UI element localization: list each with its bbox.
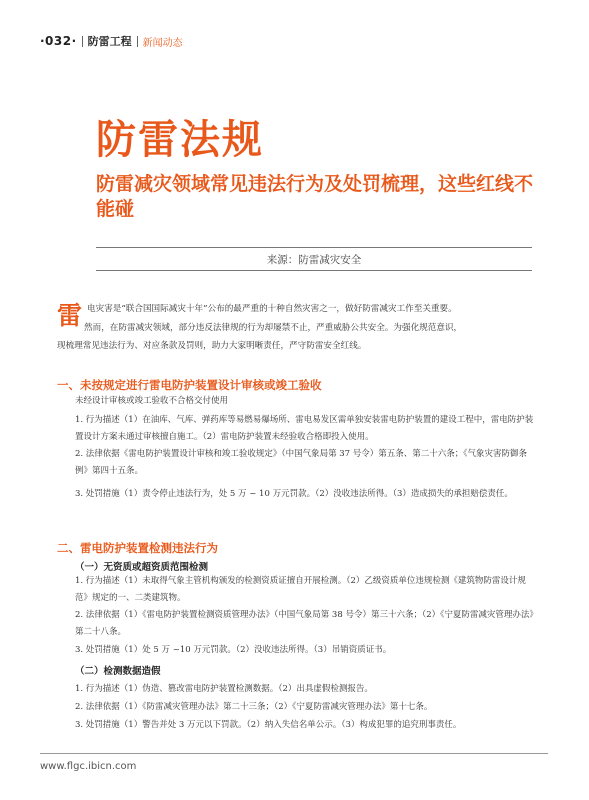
subsection2-paragraph-3: 3. 处罚措施（1）警告并处 3 万元以下罚款。（2）纳入失信名单公示。（3）构成犯罪的追究刑事责任。 (75, 720, 462, 730)
subsection2-paragraph-2: 2. 法律依据（1）《防雷减灾管理办法》第二十三条；（2）《宁夏防雷减灾管理办法》第十七条。 (75, 702, 433, 712)
intro-line-1: 电灾害是“联合国国际减灾十年”公布的最严重的十种自然灾害之一，做好防雷减灾工作至关重要。 (87, 304, 457, 314)
section1-paragraph-1: 1. 行为描述（1）在油库、气库、弹药库等易燃易爆场所、雷电易发区需单独安装雷电防护装置的建设工程中，雷电防护装置设计方案未通过审核擅自施工。（2）雷电防护装置未经验收合格即投入使用。 (75, 415, 534, 442)
header-divider-2 (137, 36, 138, 47)
article-source: 来源：防雷减灾安全 (266, 254, 362, 266)
running-header (40, 33, 183, 49)
divider-bottom (96, 270, 532, 271)
intro-line-2: 然而，在防雷减灾领域，部分违反法律规的行为却屡禁不止，严重威胁公共安全。为强化规范意识， (84, 323, 463, 333)
subsection-heading-1: （一）无资质或超资质范围检测 (75, 562, 209, 573)
article-subtitle: 防雷减灾领域常见违法行为及处罚梳理，这些红线不能碰 (96, 173, 534, 220)
intro-line-3: 现梳理常见违法行为、对应条款及罚则，助力大家明晰责任，严守防雷安全红线。 (57, 341, 367, 351)
article-title: 防雷法规 (96, 117, 264, 163)
section-heading-2: 二、雷电防护装置检测违法行为 (57, 541, 218, 555)
subsection1-paragraph-1: 1. 行为描述（1）未取得气象主管机构颁发的检测资质证擅自开展检测。（2）乙级资质单位违规检测《建筑物防雷设计规范》规定的一、二类建筑物。 (75, 576, 526, 603)
subsection-heading-2: （二）检测数据造假 (75, 666, 161, 677)
header-subsection: 新闻动态 (142, 37, 183, 49)
footer-url: www.flgc.ibicn.com (40, 761, 137, 772)
header-section: 防雷工程 (87, 35, 132, 48)
footer-divider (40, 753, 548, 754)
section1-paragraph-2: 2. 法律依据《雷电防护装置设计审核和竣工验收规定》（中国气象局第 37 号令）第五条、第二十六条；《气象灾害防御条例》第四十五条。 (75, 449, 528, 476)
drop-cap: 雷 (57, 301, 83, 330)
subsection1-paragraph-2: 2. 法律依据（1）《雷电防护装置检测资质管理办法》（中国气象局第 38 号令）第三十六条；（2）《宁夏防雷减灾管理办法》第二十八条。 (75, 610, 534, 637)
section1-paragraph-3: 3. 处罚措施（1）责令停止违法行为，处 5 万 ~ 10 万元罚款。（2）没收违法所得。（3）造成损失的承担赔偿责任。 (75, 489, 513, 499)
subsection2-paragraph-1: 1. 行为描述（1）伪造、篡改雷电防护装置检测数据。（2）出具虚假检测报告。 (75, 684, 373, 694)
divider-top (96, 247, 532, 248)
header-divider (82, 36, 83, 47)
section-heading-1: 一、未按规定进行雷电防护装置设计审核或竣工验收 (57, 378, 322, 392)
section1-lead: 未经设计审核或竣工验收不合格交付使用 (75, 396, 229, 406)
page-number: ·032· (40, 34, 77, 48)
subsection1-paragraph-3: 3. 处罚措施（1）处 5 万 ~10 万元罚款。（2）没收违法所得。（3）吊销资质证书。 (75, 645, 392, 655)
